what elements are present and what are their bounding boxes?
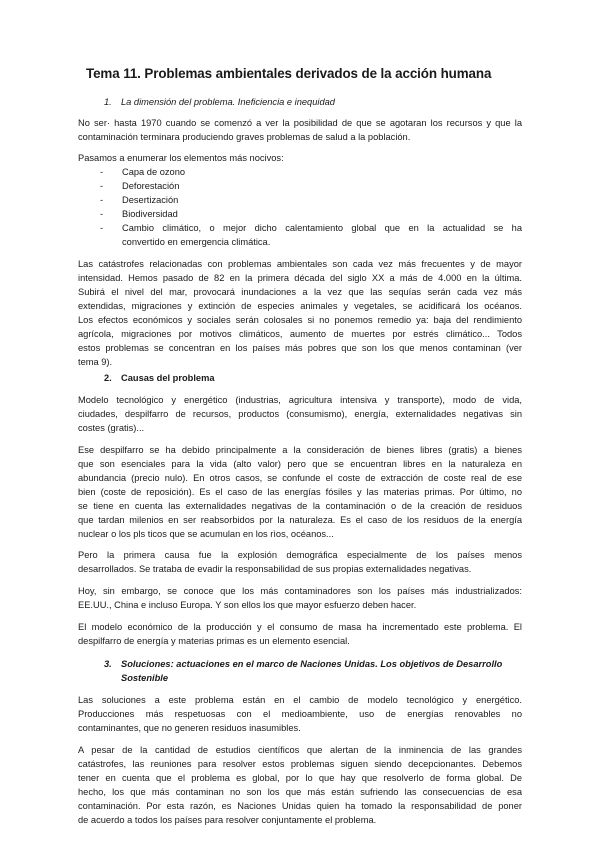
text-line: tener en cuenta que el problema es global, por lo que hay que resolverlo de forma global. De — [78, 773, 522, 783]
list-dash: - — [100, 195, 104, 205]
text-line: contaminación. Por esta razón, es Naciones Unidas quien ha tomado la responsabilidad de poner — [78, 801, 522, 811]
text-line: Ese despilfarro se ha debido principalmente a la consideración de bienes libres (gratis) a bienes — [78, 445, 522, 455]
paragraph-10 — [78, 743, 522, 827]
list-dash: - — [100, 181, 104, 191]
text-line: Hoy, sin embargo, se conoce que los más contaminadores son los países más industrializados: — [78, 586, 522, 596]
list-item-text: Deforestación — [122, 181, 180, 191]
text-line: agrícola, migraciones por motivos climáticos, aumento de muertes por estrés climático... Todos — [78, 329, 522, 339]
text-line: Las catástrofes relacionadas con problemas ambientales son cada vez más frecuentes y de mayor — [78, 259, 522, 269]
list-item — [100, 207, 522, 221]
paragraph-9 — [78, 693, 522, 735]
paragraph-5 — [78, 443, 522, 541]
section-2-title: Causas del problema — [121, 373, 215, 383]
list-dash: - — [100, 209, 104, 219]
text-line: desarrollados. Se trataba de evadir la responsabilidad de sus propias externalidades negativas. — [78, 564, 472, 574]
section-3-title-continued: Sostenible — [121, 673, 169, 683]
text-line: se tiene en cuenta las externalidades negativas de la contaminación o de la creación de residuos — [78, 501, 522, 511]
list-item-text: Biodiversidad — [122, 209, 178, 219]
text-line: estos problemas se concentran en los países más pobres que son los que menos contaminan (ver — [78, 343, 522, 353]
list-item-text: convertido en emergencia climática. — [122, 237, 271, 247]
text-line: Subirá el nivel del mar, provocará inundaciones a la vez que las sequías serán cada vez más — [78, 287, 522, 297]
paragraph-8 — [78, 620, 522, 648]
text-line: Modelo tecnológico y energético (industrias, agricultura intensiva y transporte), modo de vida, — [78, 395, 522, 405]
paragraph-3 — [78, 257, 522, 369]
paragraph-7 — [78, 584, 522, 612]
section-1-title: La dimensión del problema. Ineficiencia e inequidad — [121, 97, 335, 107]
nocivos-list — [100, 165, 522, 249]
text-line: bien (coste de reposición). Es el caso de las energías fósiles y las materias primas. Por último, no — [78, 487, 522, 497]
page-title: Tema 11. Problemas ambientales derivados de la acción humana — [86, 66, 492, 81]
text-line: No ser· hasta 1970 cuando se comenzó a ver la posibilidad de que se agotaran los recursos y que la — [78, 118, 522, 128]
section-1-heading — [104, 97, 335, 107]
text-line: nuclear o los pls ticos que se acumulan en los rìos, océanos... — [78, 529, 334, 539]
list-dash: - — [100, 167, 104, 177]
text-line: Pasamos a enumerar los elementos más nocivos: — [78, 153, 284, 163]
text-line: de acuerdo a todos los países para resolver conjuntamente el problema. — [78, 815, 377, 825]
text-line: Producciones más respetuosas con el medioambiente, uso de energías renovables no — [78, 709, 522, 719]
list-item — [100, 221, 522, 249]
text-line: El modelo económico de la producción y el consumo de masa ha incrementado este problema. El — [78, 622, 522, 632]
section-3-title: Soluciones: actuaciones en el marco de Naciones Unidas. Los objetivos de Desarrollo — [121, 659, 503, 669]
paragraph-1 — [78, 116, 522, 144]
list-item — [100, 193, 522, 207]
text-line: hecho, los que más contaminan no son los que más están sufriendo las consecuencias de esa — [78, 787, 522, 797]
paragraph-4 — [78, 393, 522, 435]
list-dash: - — [100, 223, 104, 233]
text-line: Las soluciones a este problema están en el cambio de modelo tecnológico y energético. — [78, 695, 522, 705]
text-line: Pero la primera causa fue la explosión demográfica especialmente de los países menos — [78, 550, 522, 560]
text-line: ciudades, despilfarro de recursos, productos (consumismo), energía, externalidades negativas sin — [78, 409, 522, 419]
list-item-text: Cambio climático, o mejor dicho calentamiento global que en la actualidad se ha — [122, 223, 522, 233]
section-3-number: 3. — [104, 659, 112, 669]
section-1-number: 1. — [104, 97, 112, 107]
text-line: intensidad. Hemos pasado de 82 en la primera década del siglo XX a más de 4.000 en la última. — [78, 273, 522, 283]
text-line: despilfarro de energía y materias primas es un elemento esencial. — [78, 636, 350, 646]
text-line: costes (gratis)... — [78, 423, 145, 433]
list-item — [100, 179, 522, 193]
text-line: EE.UU., China e incluso Europa. Y son ellos los que mayor esfuerzo deben hacer. — [78, 600, 417, 610]
text-line: catástrofes, las reuniones para resolver estos problemas siguen siendo decepcionantes. Debemos — [78, 759, 522, 769]
text-line: que tardan milenios en ser reabsorbidos por la naturaleza. Es el caso de los residuos de la energía — [78, 515, 522, 525]
text-line: abundancia (precio nulo). En otros casos, se confunde el coste de extracción de coste real de ese — [78, 473, 522, 483]
list-item-text: Capa de ozono — [122, 167, 186, 177]
text-line: A pesar de la cantidad de estudios científicos que alertan de la inminencia de las grandes — [78, 745, 522, 755]
text-line: Los efectos económicos y sociales serán colosales si no ponemos remedio ya: baja del rendimiento — [78, 315, 522, 325]
section-3-heading — [104, 657, 502, 685]
section-2-heading — [104, 373, 215, 383]
text-line: que son esenciales para la vida (alto valor) pero que se encuentran libres en la naturaleza en — [78, 459, 522, 469]
text-line: tema 9). — [78, 357, 113, 367]
section-2-number: 2. — [104, 373, 112, 383]
text-line: extendidas, migraciones y extinción de especies animales y vegetales, se acidificará los océanos. — [78, 301, 522, 311]
list-item-text: Desertización — [122, 195, 179, 205]
list-item — [100, 165, 522, 179]
paragraph-2 — [78, 151, 522, 165]
paragraph-6 — [78, 548, 522, 576]
text-line: contaminantes, que no generen residuos inasumibles. — [78, 723, 301, 733]
text-line: contaminación terminara produciendo graves problemas de salud a la población. — [78, 132, 411, 142]
